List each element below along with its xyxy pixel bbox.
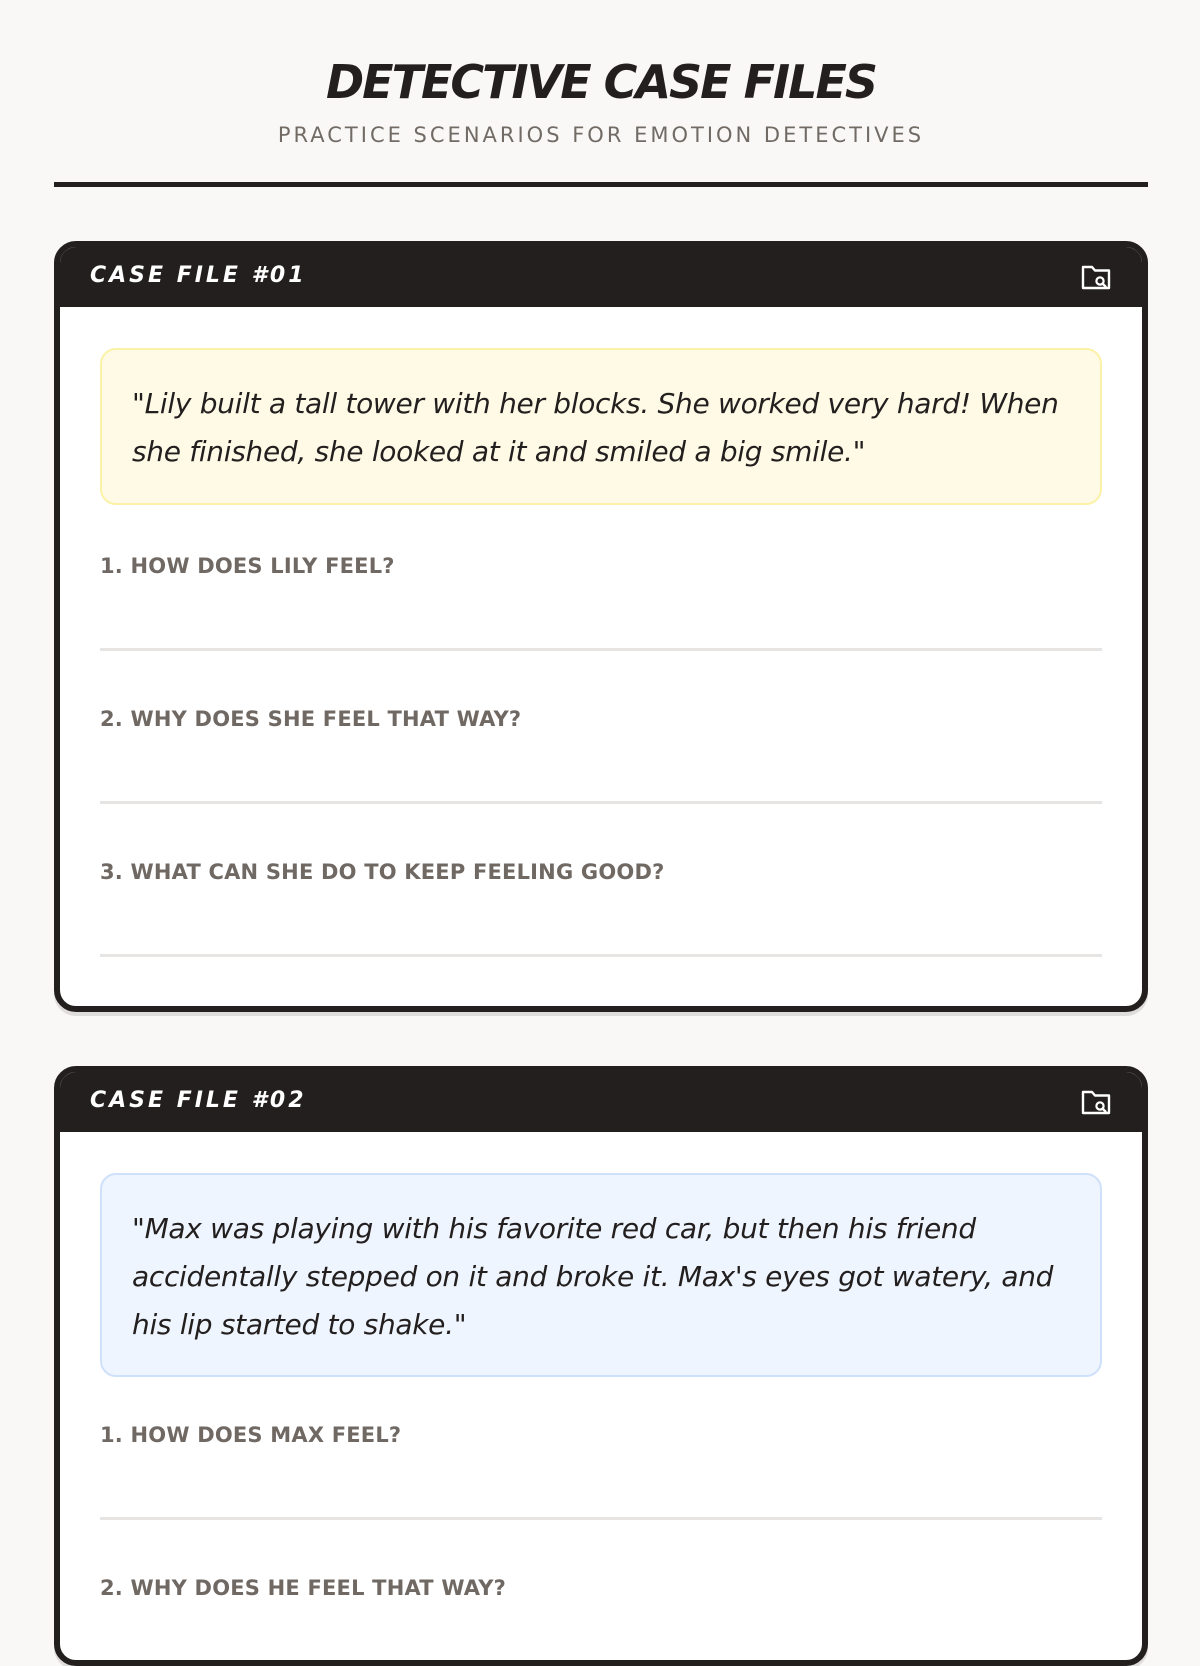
question: [100, 859, 1102, 885]
answer-line[interactable]: [100, 954, 1102, 957]
question: [100, 553, 1102, 579]
folder-search-icon: [1080, 1087, 1112, 1117]
case-file-card: [54, 1066, 1148, 1666]
case-file-header: [60, 1072, 1142, 1132]
question: [100, 706, 1102, 732]
scenario-text: "Max was playing with his favorite red car, but then his friend accidentally stepped on it and broke it. Max's eyes got watery, and his lip started to shake.": [100, 1173, 1102, 1377]
page-subtitle: PRACTICE SCENARIOS FOR EMOTION DETECTIVES: [277, 123, 925, 147]
page-header: [54, 0, 1148, 187]
case-file-header: [60, 247, 1142, 307]
question-label: 2. WHY DOES HE FEEL THAT WAY?: [100, 1576, 506, 1600]
case-file-title: CASE FILE #02: [90, 1088, 307, 1113]
question-label: 3. WHAT CAN SHE DO TO KEEP FEELING GOOD?: [100, 860, 665, 884]
question-label: 1. HOW DOES LILY FEEL?: [100, 554, 395, 578]
page-title: DETECTIVE CASE FILES: [325, 55, 877, 109]
case-file-title: CASE FILE #01: [90, 263, 307, 288]
answer-line[interactable]: [100, 648, 1102, 651]
answer-line[interactable]: [100, 1517, 1102, 1520]
folder-search-icon: [1080, 262, 1112, 292]
scenario-text: "Lily built a tall tower with her blocks. She worked very hard! When she finished, she looked at it and smiled a big smile.": [100, 348, 1102, 505]
question-label: 2. WHY DOES SHE FEEL THAT WAY?: [100, 707, 522, 731]
question: [100, 1422, 1102, 1448]
question: [100, 1575, 1102, 1601]
case-file-card: [54, 241, 1148, 1012]
answer-line[interactable]: [100, 801, 1102, 804]
question-label: 1. HOW DOES MAX FEEL?: [100, 1423, 402, 1447]
